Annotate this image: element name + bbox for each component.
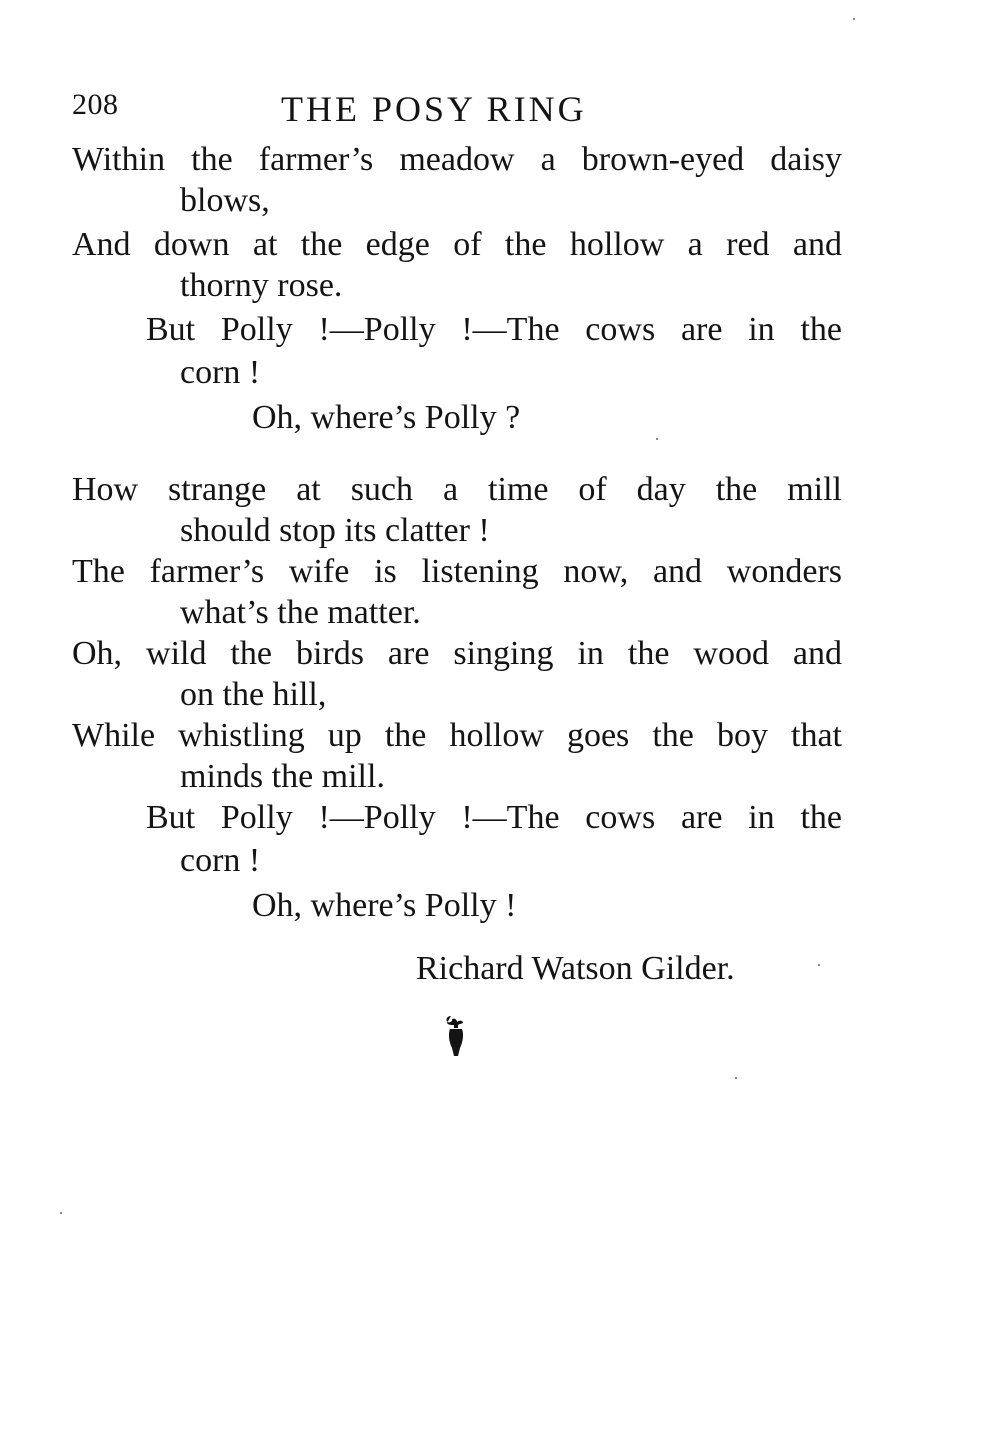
poem-line-continuation: should stop its clatter ! [180, 512, 490, 549]
scan-speck [818, 964, 820, 966]
refrain-end-line: Oh, where’s Polly ! [252, 887, 517, 924]
poem-line-continuation: thorny rose. [180, 267, 343, 304]
page-header [72, 88, 852, 138]
scan-speck [853, 18, 855, 20]
refrain-line: But Polly !—Polly !—The cows are in the [146, 311, 842, 348]
poem-line: Within the farmer’s meadow a brown-eyed daisy [72, 141, 842, 178]
poem-line-continuation: on the hill, [180, 676, 327, 713]
author-signature: Richard Watson Gilder. [416, 950, 735, 987]
refrain-continuation: corn ! [180, 354, 261, 391]
page-number: 208 [72, 88, 119, 121]
running-title: THE POSY RING [281, 89, 587, 129]
poem-line: Oh, wild the birds are singing in the wood and [72, 635, 842, 672]
scan-speck [60, 1212, 62, 1214]
scan-speck [656, 438, 658, 440]
ornament-fleuron-icon [441, 1012, 471, 1062]
poem-line: And down at the edge of the hollow a red and [72, 226, 842, 263]
refrain-end-line: Oh, where’s Polly ? [252, 399, 521, 436]
scan-speck [735, 1077, 737, 1079]
refrain-line: But Polly !—Polly !—The cows are in the [146, 799, 842, 836]
poem-body [72, 140, 842, 928]
poem-line: The farmer’s wife is listening now, and wonders [72, 553, 842, 590]
refrain-continuation: corn ! [180, 842, 261, 879]
poem-line-continuation: minds the mill. [180, 758, 385, 795]
poem-line: While whistling up the hollow goes the boy that [72, 717, 842, 754]
poem-line-continuation: what’s the matter. [180, 594, 421, 631]
poem-line-continuation: blows, [180, 182, 270, 219]
poem-line: How strange at such a time of day the mill [72, 471, 842, 508]
